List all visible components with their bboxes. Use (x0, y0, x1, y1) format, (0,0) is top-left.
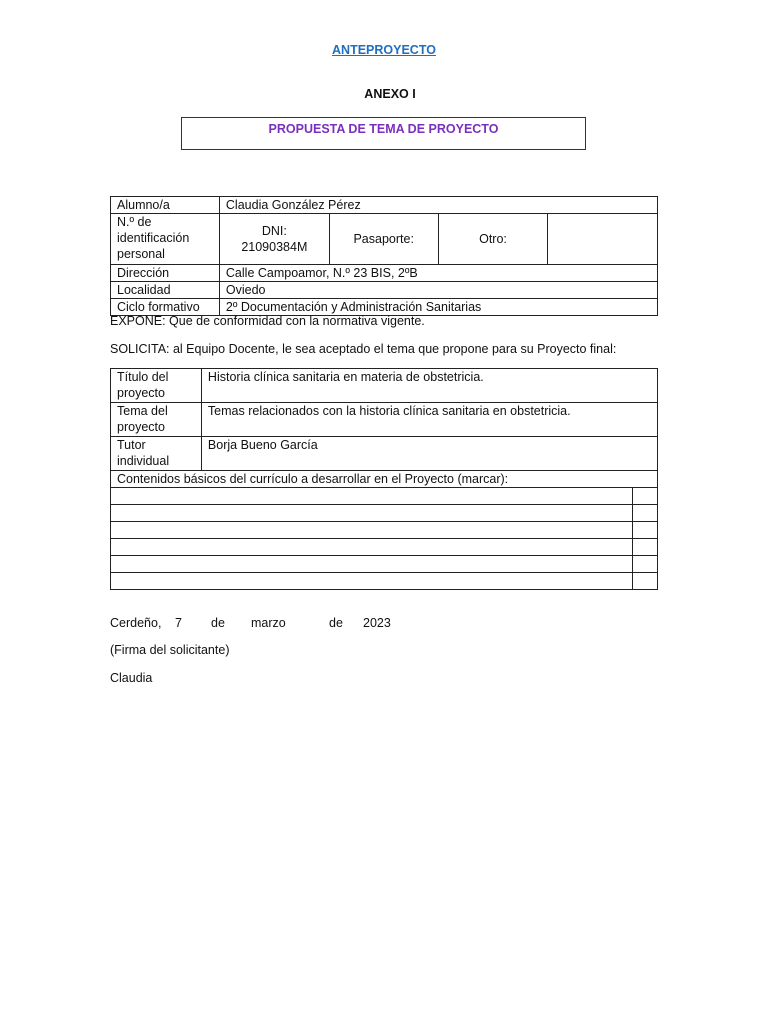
table-row (111, 505, 658, 522)
other-label: Otro: (438, 214, 548, 265)
content-mark-box[interactable] (633, 505, 658, 522)
dni-label: DNI: (261, 224, 287, 238)
content-entry[interactable] (111, 488, 633, 505)
content-entry[interactable] (111, 522, 633, 539)
table-row (111, 197, 658, 214)
date-de-2: de (329, 616, 343, 630)
table-row (111, 265, 658, 282)
student-data-table (110, 196, 658, 316)
date-day: 7 (175, 616, 182, 630)
content-entry[interactable] (111, 505, 633, 522)
dni-value: 21090384M (241, 240, 308, 254)
address-label: Dirección (111, 265, 220, 282)
content-mark-box[interactable] (633, 573, 658, 590)
contents-label: Contenidos básicos del currículo a desarrollar en el Proyecto (marcar): (111, 471, 658, 488)
signature-name: Claudia (110, 671, 153, 685)
date-year: 2023 (363, 616, 391, 630)
annex-heading: ANEXO I (364, 87, 416, 101)
expone-text: EXPONE: Que de conformidad con la normativa vigente. (110, 314, 425, 328)
solicita-text: SOLICITA: al Equipo Docente, le sea aceptado el tema que propone para su Proyecto final: (110, 342, 617, 356)
locality-value: Oviedo (219, 282, 657, 299)
content-mark-box[interactable] (633, 539, 658, 556)
tutor-label: Tutor individual (111, 437, 202, 471)
project-topic-value: Temas relacionados con la historia clínica sanitaria en obstetricia. (201, 403, 657, 437)
table-row (111, 282, 658, 299)
content-entry[interactable] (111, 573, 633, 590)
table-row (111, 522, 658, 539)
table-row (111, 403, 658, 437)
project-topic-label: Tema del proyecto (111, 403, 202, 437)
address-value: Calle Campoamor, N.º 23 BIS, 2ºB (219, 265, 657, 282)
dni-cell (219, 214, 329, 265)
table-row (111, 556, 658, 573)
locality-label: Localidad (111, 282, 220, 299)
table-row (111, 488, 658, 505)
table-row (111, 539, 658, 556)
project-data-table (110, 368, 658, 590)
table-row (111, 214, 658, 265)
project-title-value: Historia clínica sanitaria en materia de obstetricia. (201, 369, 657, 403)
signature-caption: (Firma del solicitante) (110, 643, 230, 657)
content-mark-box[interactable] (633, 556, 658, 573)
date-month: marzo (251, 616, 286, 630)
content-mark-box[interactable] (633, 488, 658, 505)
tutor-value: Borja Bueno García (201, 437, 657, 471)
table-row (111, 573, 658, 590)
student-value: Claudia González Pérez (219, 197, 657, 214)
student-label: Alumno/a (111, 197, 220, 214)
passport-label: Pasaporte: (329, 214, 438, 265)
content-entry[interactable] (111, 556, 633, 573)
table-row (111, 437, 658, 471)
project-title-label: Título del proyecto (111, 369, 202, 403)
table-row (111, 471, 658, 488)
table-row (111, 299, 658, 316)
proposal-title: PROPUESTA DE TEMA DE PROYECTO (268, 122, 499, 136)
content-mark-box[interactable] (633, 522, 658, 539)
table-row (111, 369, 658, 403)
cycle-label: Ciclo formativo (111, 299, 220, 316)
cycle-value: 2º Documentación y Administración Sanitarias (219, 299, 657, 316)
anteproyecto-link[interactable]: ANTEPROYECTO (332, 43, 436, 57)
date-de-1: de (211, 616, 225, 630)
other-value (548, 214, 658, 265)
content-entry[interactable] (111, 539, 633, 556)
date-place: Cerdeño, (110, 616, 162, 630)
id-label: N.º de identificación personal (111, 214, 220, 265)
